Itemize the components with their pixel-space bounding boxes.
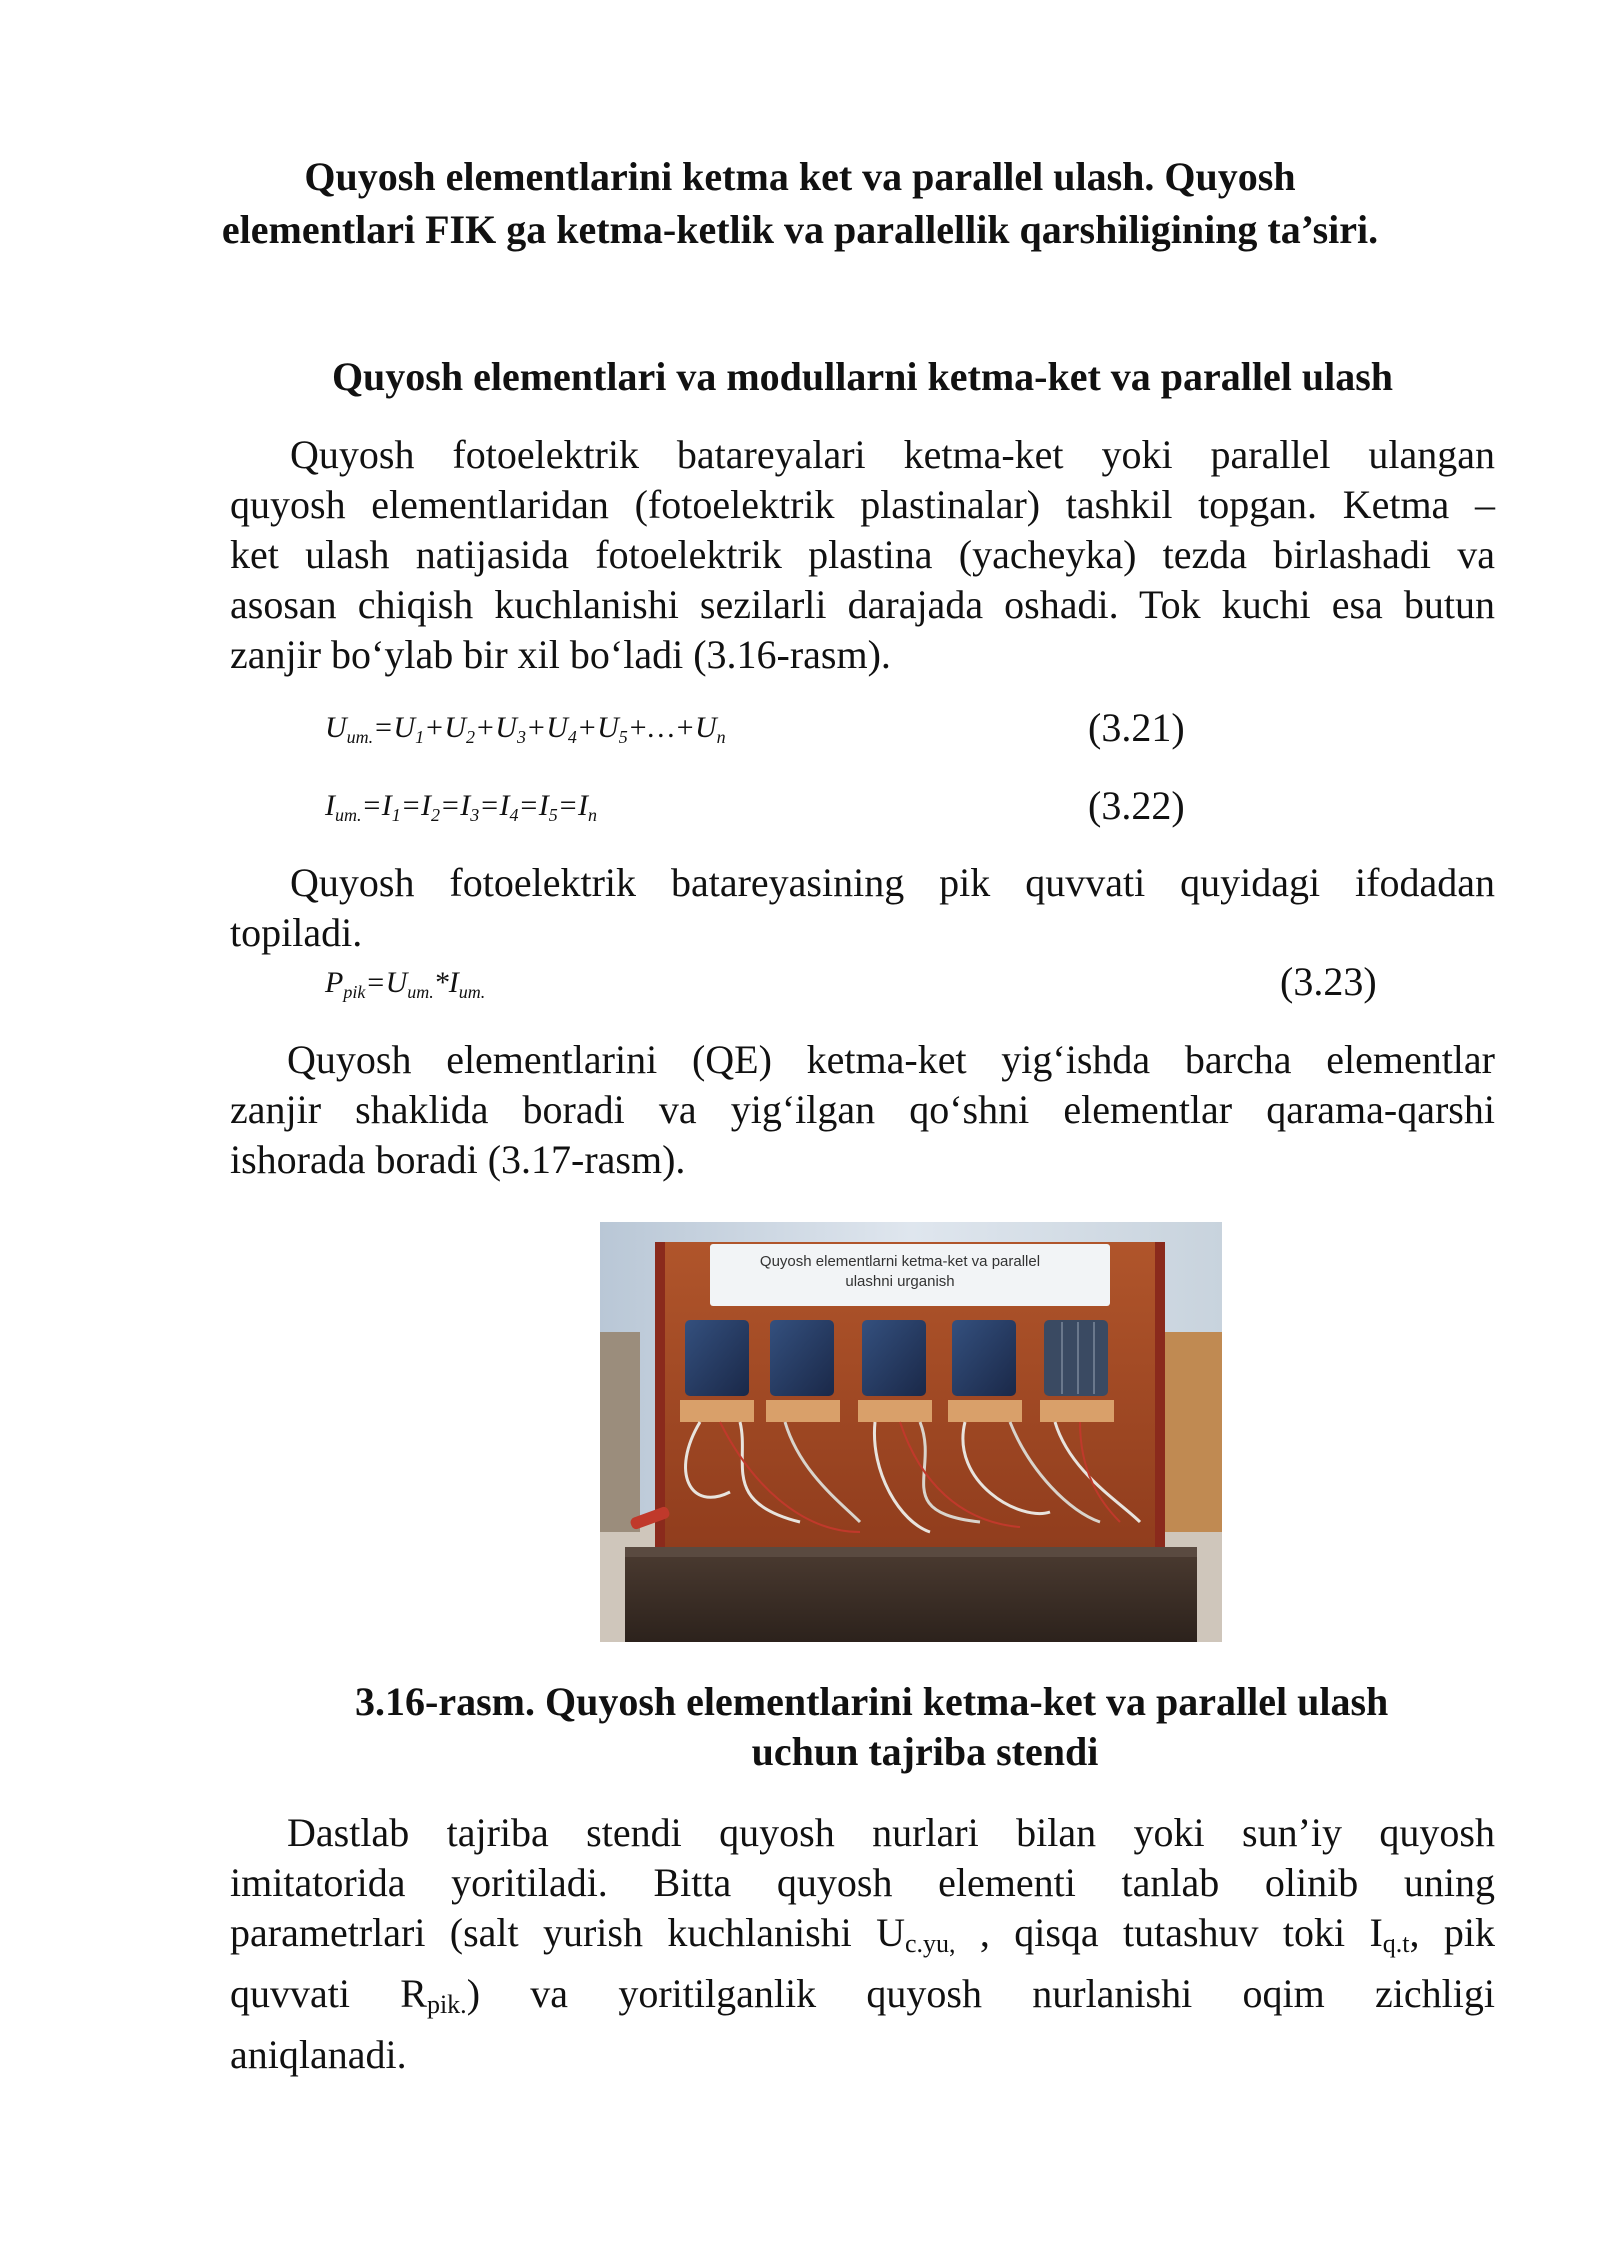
section-heading: Quyosh elementlari va modullarni ketma-ket va parallel ulash xyxy=(331,354,1394,399)
stand-sign-line-1: Quyosh elementlarni ketma-ket va parallel xyxy=(759,1253,1041,1270)
paragraph-line: ishorada boradi (3.17-rasm). xyxy=(230,1137,686,1182)
equation-3-21: $U_{um.}=U_1+U_2+U_3+U_4+U_5+\dots+U_n$ xyxy=(325,711,726,747)
paragraph-line: Quyosh fotoelektrik batareyalari ketma-ket yoki parallel ulangan xyxy=(290,432,1495,477)
paragraph-line: quvvati $R_{pik.}$) va yoritilganlik quyosh nurlanishi oqim zichligi xyxy=(230,1971,1495,2019)
test-stand-photo xyxy=(600,1222,1222,1642)
equation-number: (3.23) xyxy=(1280,959,1377,1004)
caption-line-2: uchun tajriba stendi xyxy=(751,1729,1099,1774)
paragraph-line: Quyosh fotoelektrik batareyasining pik quvvati quyidagi ifodadan xyxy=(290,860,1495,905)
paragraph-4 xyxy=(230,1808,1495,2080)
title-line-2: elementlari FIK ga ketma-ketlik va parallellik qarshiligining ta’siri. xyxy=(221,207,1379,252)
paragraph-line: zanjir bo‘ylab bir xil bo‘ladi (3.16-rasm). xyxy=(230,632,891,677)
document-title xyxy=(220,150,1380,256)
paragraph-line: parametrlari (salt yurish kuchlanishi $U_{c.yu,}$ , qisqa tutashuv toki $I_{q.t}$, pik xyxy=(230,1910,1495,1958)
figure-caption xyxy=(230,1677,1495,1777)
paragraph-3 xyxy=(230,1035,1495,1185)
equation-number: (3.22) xyxy=(1088,783,1185,828)
paragraph-line: asosan chiqish kuchlanishi sezilarli darajada oshadi. Tok kuchi esa butun xyxy=(230,582,1495,627)
equation-number: (3.21) xyxy=(1088,705,1185,750)
paragraph-line: aniqlanadi. xyxy=(230,2032,407,2077)
title-line-1: Quyosh elementlarini ketma ket va parallel ulash. Quyosh xyxy=(304,154,1296,199)
paragraph-line: topiladi. xyxy=(230,910,363,955)
stand-sign-line-2: ulashni urganish xyxy=(845,1273,955,1290)
paragraph-line: quyosh elementlaridan (fotoelektrik plastinalar) tashkil topgan. Ketma – xyxy=(230,482,1495,527)
caption-line-1: 3.16-rasm. Quyosh elementlarini ketma-ket va parallel ulash xyxy=(355,1679,1389,1724)
paragraph-1 xyxy=(230,430,1495,680)
solar-cells xyxy=(685,1320,1108,1396)
paragraph-line: imitatorida yoritiladi. Bitta quyosh elementi tanlab olinib uning xyxy=(230,1860,1495,1905)
paragraph-line: ket ulash natijasida fotoelektrik plastina (yacheyka) tezda birlashadi va xyxy=(230,532,1495,577)
equation-3-22: $I_{um.}=I_1=I_2=I_3=I_4=I_5=I_n$ xyxy=(325,789,597,825)
terminal-blocks xyxy=(680,1400,1114,1422)
equation-3-23: $P_{pik}=U_{um.}*I_{um.}$ xyxy=(325,966,486,1002)
paragraph-line: Quyosh elementlarini (QE) ketma-ket yig‘ishda barcha elementlar xyxy=(287,1037,1495,1082)
paragraph-line: Dastlab tajriba stendi quyosh nurlari bilan yoki sun’iy quyosh xyxy=(287,1810,1495,1855)
paragraph-2 xyxy=(230,858,1495,958)
paragraph-line: zanjir shaklida boradi va yig‘ilgan qo‘shni elementlar qarama-qarshi xyxy=(230,1087,1495,1132)
